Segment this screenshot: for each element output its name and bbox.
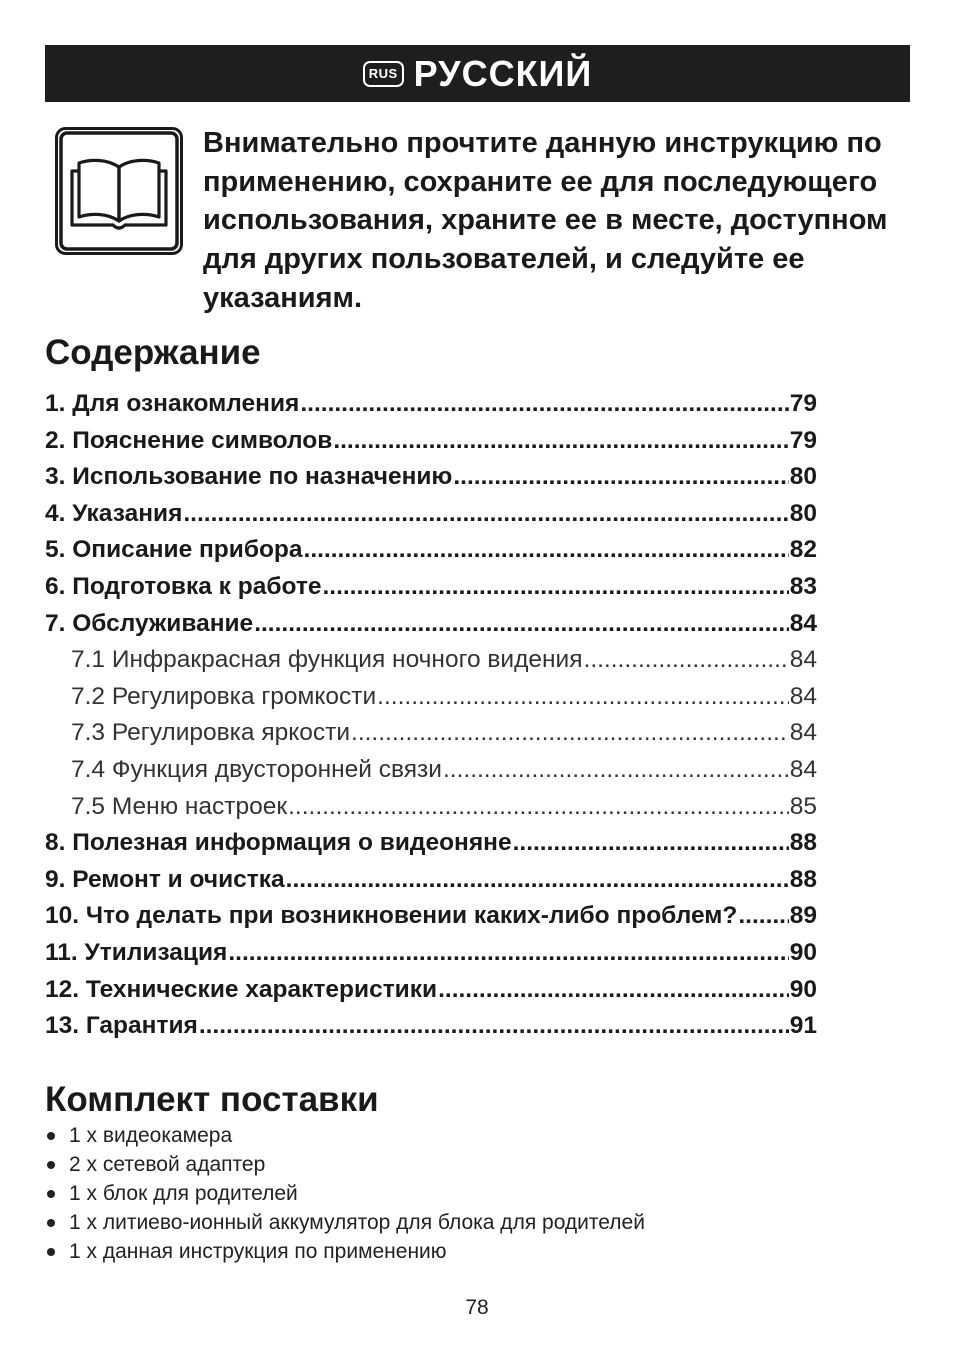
toc-row[interactable] [45, 825, 817, 862]
list-item [47, 1150, 645, 1179]
toc-page: 88 [789, 865, 817, 893]
toc-label: 10. Что делать при возникновении каких-либо проблем? [45, 902, 738, 930]
kit-item-text: 1 x данная инструкция по применению [69, 1239, 447, 1263]
list-item [47, 1179, 645, 1208]
toc-leader [228, 935, 788, 972]
toc-page: 84 [789, 719, 817, 747]
page-number: 78 [465, 1296, 489, 1319]
toc-page: 84 [789, 682, 817, 710]
toc-page: 79 [789, 390, 817, 417]
toc-row[interactable] [45, 972, 817, 1009]
toc-label: 4. Указания [45, 499, 183, 527]
toc-page: 84 [789, 609, 817, 637]
toc-page: 80 [789, 499, 817, 527]
toc-label: 13. Гарантия [45, 1012, 198, 1040]
toc-leader [322, 569, 788, 606]
toc-leader [738, 898, 788, 935]
toc-leader [183, 496, 788, 533]
toc-label: 7.4 Функция двусторонней связи [71, 755, 442, 783]
kit-item-text: 1 x блок для родителей [69, 1181, 298, 1205]
toc-row[interactable] [45, 532, 817, 569]
bullet-icon [47, 1219, 55, 1227]
toc-label: 9. Ремонт и очистка [45, 865, 285, 893]
toc-label: 1. Для ознакомления [45, 390, 300, 417]
toc-leader [351, 715, 789, 752]
list-item [47, 1121, 645, 1150]
toc-row[interactable] [45, 715, 817, 752]
toc-leader [453, 459, 788, 496]
toc-row[interactable] [45, 935, 817, 972]
toc-label: 11. Утилизация [45, 938, 228, 966]
toc-page: 84 [789, 646, 817, 674]
toc-row[interactable] [45, 752, 817, 789]
toc-row[interactable] [45, 459, 817, 496]
toc-row[interactable] [45, 679, 817, 716]
toc-leader [443, 752, 789, 789]
table-of-contents [45, 386, 817, 1045]
toc-page: 80 [789, 463, 817, 491]
toc-leader [304, 532, 789, 569]
list-item [47, 1208, 645, 1237]
toc-page: 85 [789, 792, 817, 820]
toc-label: 7.1 Инфракрасная функция ночного видения [71, 646, 583, 674]
toc-row[interactable] [45, 569, 817, 606]
toc-page: 91 [789, 1012, 817, 1040]
bullet-icon [47, 1161, 55, 1169]
toc-leader [300, 386, 788, 423]
toc-page: 84 [789, 755, 817, 783]
list-item [47, 1237, 645, 1266]
toc-row[interactable] [45, 642, 817, 679]
toc-label: 7.2 Регулировка громкости [71, 682, 377, 710]
toc-heading: Содержание [45, 333, 261, 372]
toc-label: 2. Пояснение символов [45, 426, 333, 454]
toc-page: 89 [789, 902, 817, 930]
language-badge: RUS [363, 61, 404, 87]
toc-row[interactable] [45, 496, 817, 533]
toc-label: 7. Обслуживание [45, 609, 254, 637]
toc-page: 79 [789, 426, 817, 454]
toc-leader [199, 1008, 789, 1045]
kit-list [47, 1121, 645, 1266]
toc-leader [438, 972, 789, 1009]
toc-row[interactable] [45, 898, 817, 935]
kit-item-text: 2 x сетевой адаптер [69, 1152, 266, 1176]
toc-leader [286, 862, 789, 899]
toc-page: 83 [789, 572, 817, 600]
toc-page: 90 [789, 975, 817, 1003]
kit-item-text: 1 x литиево-ионный аккумулятор для блока для родителей [69, 1210, 645, 1234]
language-header [45, 45, 910, 102]
toc-leader [254, 606, 789, 643]
kit-heading: Комплект поставки [45, 1080, 379, 1119]
toc-leader [377, 679, 789, 716]
toc-leader [288, 789, 789, 826]
toc-row[interactable] [45, 606, 817, 643]
toc-row[interactable] [45, 1008, 817, 1045]
bullet-icon [47, 1190, 55, 1198]
toc-page: 90 [789, 938, 817, 966]
toc-label: 6. Подготовка к работе [45, 572, 322, 600]
open-book-icon [55, 127, 183, 255]
toc-row[interactable] [45, 789, 817, 826]
toc-label: 3. Использование по назначению [45, 463, 453, 491]
toc-row[interactable] [45, 386, 817, 423]
intro-notice: Внимательно прочтите данную инструкцию по применению, сохраните ее для последующего использования, храните ее в месте, доступном для других пользователей, и следуйте ее указаниям. [203, 127, 888, 314]
bullet-icon [47, 1248, 55, 1256]
toc-label: 7.3 Регулировка яркости [71, 719, 351, 747]
toc-label: 5. Описание прибора [45, 536, 303, 564]
toc-page: 88 [789, 829, 817, 857]
toc-row[interactable] [45, 423, 817, 460]
toc-label: 7.5 Меню настроек [71, 792, 288, 820]
kit-item-text: 1 x видеокамера [69, 1123, 233, 1147]
toc-leader [584, 642, 789, 679]
toc-page: 82 [789, 536, 817, 564]
toc-leader [333, 423, 788, 460]
toc-row[interactable] [45, 862, 817, 899]
language-title: РУССКИЙ [413, 52, 593, 94]
toc-leader [513, 825, 789, 862]
toc-label: 8. Полезная информация о видеоняне [45, 829, 512, 857]
toc-label: 12. Технические характеристики [45, 975, 438, 1003]
bullet-icon [47, 1132, 55, 1140]
